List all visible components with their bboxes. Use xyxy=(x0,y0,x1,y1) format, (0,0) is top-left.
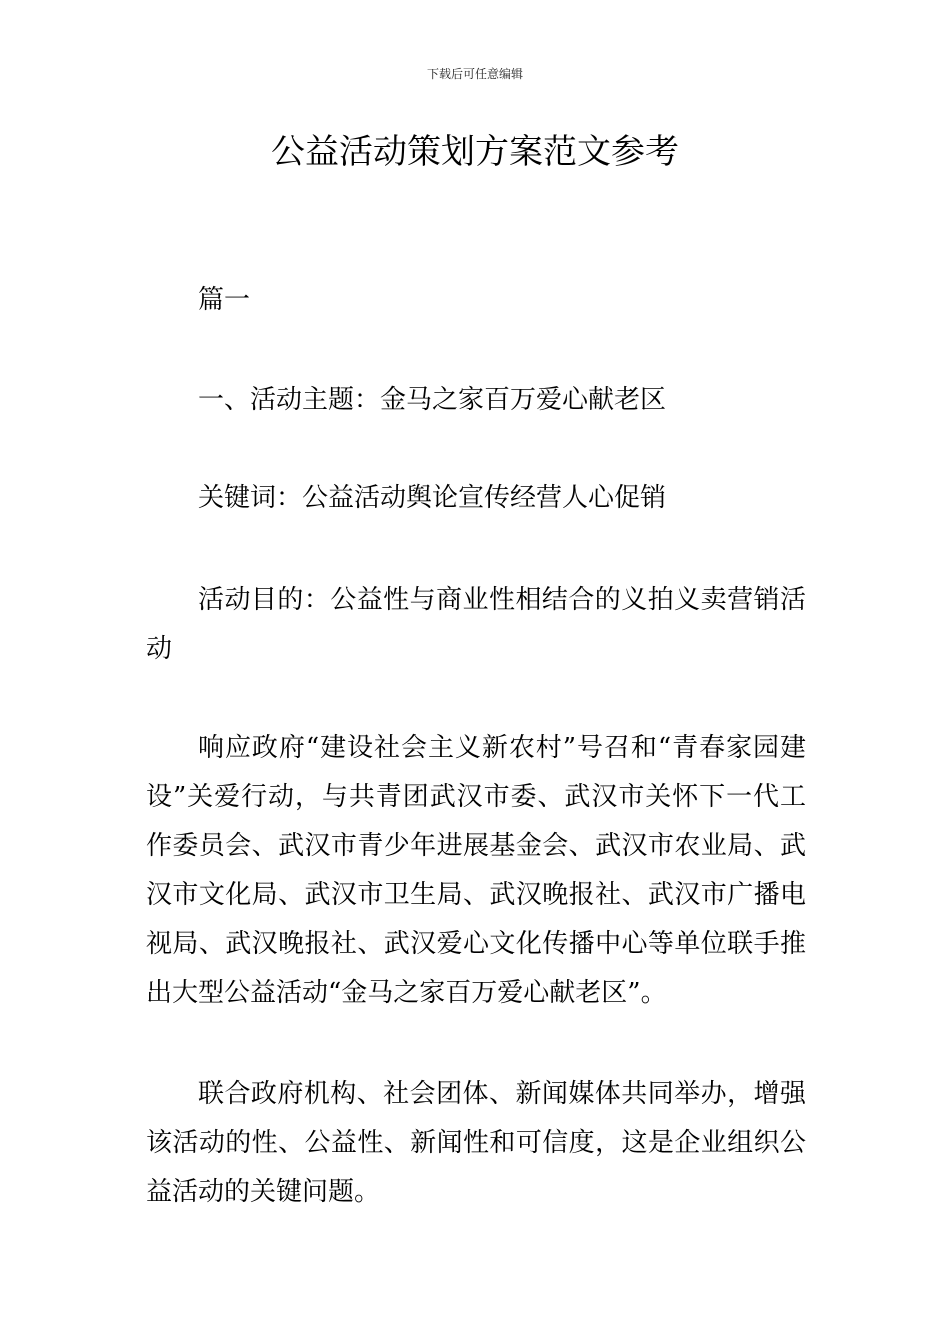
keywords-paragraph: 关键词：公益活动舆论宣传经营人心促销 xyxy=(198,483,667,513)
document-title: 公益活动策划方案范文参考 xyxy=(271,132,679,172)
section-heading: 篇一 xyxy=(198,285,251,315)
header-note: 下载后可任意编辑 xyxy=(426,67,523,81)
joint-paragraph: 联合政府机构、社会团体、新闻媒体共同举办，增强该活动的性、公益性、新闻性和可信度，这是企业组织公益活动的关键问题。 xyxy=(146,1079,806,1207)
theme-paragraph: 一、活动主题：金马之家百万爱心献老区 xyxy=(198,385,667,415)
purpose-paragraph: 活动目的：公益性与商业性相结合的义拍义卖营销活动 xyxy=(146,585,806,664)
response-paragraph: 响应政府“建设社会主义新农村”号召和“青春家园建设”关爱行动，与共青团武汉市委、武汉市关怀下一代工作委员会、武汉市青少年进展基金会、武汉市农业局、武汉市文化局、武汉市卫生局、武汉晚报社、武汉市广播电视局、武汉晚报社、武汉爱心文化传播中心等单位联手推出大型公益活动“金马之家百万爱心献老区”。 xyxy=(146,733,806,1008)
